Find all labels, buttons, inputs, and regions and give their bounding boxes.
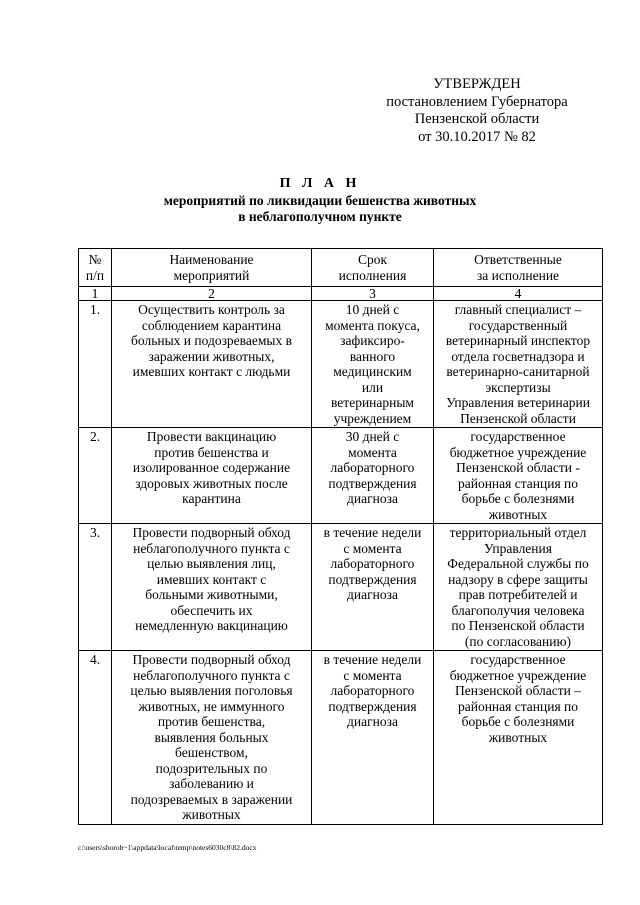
approval-block xyxy=(372,76,582,146)
row-responsible: главный специалист – государственный ветеринарный инспектор отдела госветнадзора и ветеринарно-санитарной экспертизы Управления ветеринарии Пензенской области xyxy=(434,301,603,428)
column-number-row xyxy=(79,287,603,301)
header-number: № п/п xyxy=(79,249,112,287)
row-action: Осуществить контроль за соблюдением карантина больных и подозреваемых в заражении животных, имевших контакт с людьми xyxy=(112,301,312,428)
header-action: Наименование мероприятий xyxy=(112,249,312,287)
row-number: 1. xyxy=(79,301,112,428)
approval-line-3: Пензенской области xyxy=(414,111,540,127)
file-path-footer: c:\users\shorob~1\appdata\local\temp\notes6030c8\82.docx xyxy=(78,843,257,852)
column-number: 4 xyxy=(434,287,603,301)
row-deadline: 10 дней с момента покуса, зафиксиро- ванного медицинским или ветеринарным учреждением xyxy=(312,301,434,428)
row-number: 2. xyxy=(79,428,112,524)
table-header-row xyxy=(79,249,603,287)
row-number: 3. xyxy=(79,524,112,651)
approval-line-1: УТВЕРЖДЕН xyxy=(433,76,521,92)
table-row xyxy=(79,651,603,825)
table-row xyxy=(79,428,603,524)
column-number: 2 xyxy=(112,287,312,301)
approval-line-4: от 30.10.2017 № 82 xyxy=(418,128,536,145)
plan-subtitle xyxy=(0,193,640,225)
row-deadline: в течение недели с момента лабораторного подтверждения диагноза xyxy=(312,524,434,651)
column-number: 3 xyxy=(312,287,434,301)
row-number: 4. xyxy=(79,651,112,825)
plan-subtitle-line-1: мероприятий по ликвидации бешенства животных xyxy=(163,193,477,208)
table-row xyxy=(79,301,603,428)
plan-table xyxy=(78,248,603,825)
column-number: 1 xyxy=(79,287,112,301)
row-action: Провести подворный обход неблагополучного пункта с целью выявления лиц, имевших контакт с больными животными, обеспечить их немедленную вакцинацию xyxy=(112,524,312,651)
row-deadline: в течение недели с момента лабораторного подтверждения диагноза xyxy=(312,651,434,825)
row-deadline: 30 дней с момента лабораторного подтверждения диагноза xyxy=(312,428,434,524)
table-row xyxy=(79,524,603,651)
approval-line-2: постановлением Губернатора xyxy=(386,93,568,110)
header-deadline: Срок исполнения xyxy=(312,249,434,287)
row-responsible: государственное бюджетное учреждение Пензенской области - районная станция по борьбе с болезнями животных xyxy=(434,428,603,524)
row-responsible: территориальный отдел Управления Федеральной службы по надзору в сфере защиты прав потребителей и благополучия человека по Пензенской области (по согласованию) xyxy=(434,524,603,651)
plan-title: П Л А Н xyxy=(279,176,361,191)
row-action: Провести вакцинацию против бешенства и изолированное содержание здоровых животных после карантина xyxy=(112,428,312,524)
row-action: Провести подворный обход неблагополучного пункта с целью выявления поголовья животных, не иммунного против бешенства, выявления больных бешенством, подозрительных по заболеванию и подозреваемых в заражении животных xyxy=(112,651,312,825)
plan-subtitle-line-2: в неблагополучном пункте xyxy=(238,209,402,224)
header-responsible: Ответственные за исполнение xyxy=(434,249,603,287)
row-responsible: государственное бюджетное учреждение Пензенской области – районная станция по борьбе с болезнями животных xyxy=(434,651,603,825)
